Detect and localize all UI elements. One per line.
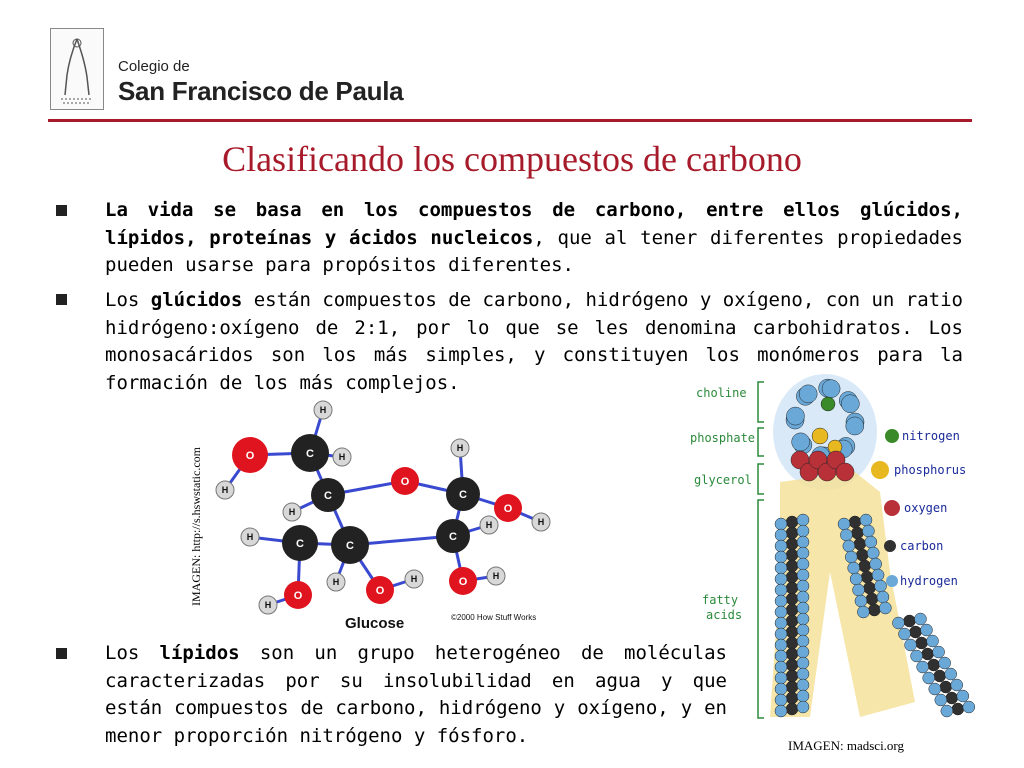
hydrogen-atom <box>797 701 809 713</box>
hydrogen-atom <box>775 694 787 706</box>
carbon-atom <box>861 571 873 583</box>
school-name: San Francisco de Paula <box>118 76 404 106</box>
hydrogen-atom <box>797 646 809 658</box>
glucose-atoms <box>216 401 550 614</box>
hydrogen-atom <box>786 407 804 425</box>
hydrogen-atom <box>875 580 887 592</box>
phospholipid-diagram <box>680 372 970 742</box>
carbon-atom <box>786 692 798 704</box>
carbon-atom <box>952 703 964 715</box>
hydrogen-atom <box>797 624 809 636</box>
hydrogen-atom <box>775 683 787 695</box>
hydrogen-atom <box>797 679 809 691</box>
hydrogen-atom <box>933 646 945 658</box>
hydrogen-atom <box>775 584 787 596</box>
hydrogen-atom <box>845 551 857 563</box>
hydrogen-atom <box>911 650 923 662</box>
hydrogen-atom <box>963 701 975 713</box>
slide-title: Clasificando los compuestos de carbono <box>222 139 802 179</box>
hydrogen-atom <box>797 580 809 592</box>
oxygen-atom-label: O <box>245 450 255 462</box>
hydrogen-atom <box>853 584 865 596</box>
hydrogen-atom <box>921 624 933 636</box>
hydrogen-atom <box>917 661 929 673</box>
hydrogen-atom <box>870 558 882 570</box>
carbon-swatch <box>884 540 896 552</box>
carbon-atom <box>786 549 798 561</box>
hydrogen-atom <box>797 602 809 614</box>
nitrogen-swatch <box>885 429 899 443</box>
hydrogen-atom <box>775 672 787 684</box>
hydrogen-atom <box>775 705 787 717</box>
hydrogen-atom <box>846 417 864 435</box>
hydrogen-atom <box>797 635 809 647</box>
image-credit-right: IMAGEN: madsci.org <box>788 738 905 753</box>
carbon-atom <box>934 670 946 682</box>
legend-hydrogen: hydrogen <box>900 574 958 588</box>
legend-carbon: carbon <box>900 539 944 553</box>
carbon-atom <box>786 560 798 572</box>
hydrogen-atom <box>775 540 787 552</box>
school-name-small: Colegio de <box>118 58 190 75</box>
carbon-atom <box>859 560 871 572</box>
hydrogen-atom <box>840 529 852 541</box>
oxygen-atom <box>836 463 854 481</box>
hydrogen-atom <box>799 385 817 403</box>
carbon-atom-label: C <box>306 448 314 460</box>
hydrogen-atom <box>775 595 787 607</box>
legend-phosphorus: phosphorus <box>894 463 967 477</box>
carbon-atom <box>786 681 798 693</box>
paragraph-glucids-rest: están compuestos de carbono, hidrógeno y oxígeno, con un ratio hidrógeno:oxígeno de 2:1, por lo que se les denomina carbohidratos. Los monosacáridos son los más simples, y constituyen los monómeros para la formación de los más complejos. <box>105 289 963 394</box>
hydrogen-atom <box>797 547 809 559</box>
hydrogen-atom <box>877 591 889 603</box>
carbon-atom <box>786 593 798 605</box>
carbon-atom <box>786 615 798 627</box>
region-label-phosphate: phosphate <box>690 431 756 445</box>
hydrogen-atom <box>899 628 911 640</box>
hydrogen-atom <box>797 591 809 603</box>
hydrogen-atom <box>923 672 935 684</box>
hydrogen-atom <box>797 668 809 680</box>
school-logo <box>50 28 104 110</box>
carbon-atom <box>786 648 798 660</box>
carbon-atom <box>868 604 880 616</box>
carbon-atom <box>786 604 798 616</box>
nitrogen-atom <box>821 397 835 411</box>
hydrogen-atom <box>775 617 787 629</box>
carbon-atom-label: C <box>459 489 467 501</box>
hydrogen-atom <box>855 595 867 607</box>
hydrogen-atom-label: H <box>537 517 545 527</box>
carbon-atom <box>786 637 798 649</box>
hydrogen-atom <box>872 569 884 581</box>
carbon-atom <box>854 538 866 550</box>
hydrogen-atom <box>865 536 877 548</box>
hydrogen-atom <box>775 628 787 640</box>
carbon-atom <box>910 626 922 638</box>
hydrogen-atom <box>797 536 809 548</box>
hydrogen-atom <box>838 518 850 530</box>
hydrogen-atom-label: H <box>264 600 272 610</box>
carbon-atom-label: C <box>324 490 332 502</box>
paragraph-lipids <box>105 640 727 750</box>
bullet-marker <box>56 294 67 305</box>
region-label-glycerol: glycerol <box>694 473 752 487</box>
paragraph-life-rest: , que al tener diferentes propiedades pueden usarse para propósitos diferentes. <box>105 226 963 276</box>
hydrogen-atom-label: H <box>492 571 500 581</box>
carbon-atom <box>786 626 798 638</box>
region-label-acids: acids <box>706 608 743 622</box>
hydrogen-atom <box>927 635 939 647</box>
hydrogen-atom <box>843 540 855 552</box>
phosphorus-atom <box>812 428 828 444</box>
hydrogen-atom <box>792 433 810 451</box>
carbon-atom-label: C <box>449 531 457 543</box>
oxygen-atom-label: O <box>293 590 303 602</box>
paragraph-glucids-pre: Los <box>105 289 151 311</box>
carbon-atom <box>786 659 798 671</box>
hydrogen-atom-label: H <box>456 443 464 453</box>
hydrogen-atom <box>867 547 879 559</box>
carbon-atom <box>786 527 798 539</box>
hydrogen-atom <box>797 690 809 702</box>
paragraph-lipids-bold: lípidos <box>159 642 240 664</box>
oxygen-atom-label: O <box>458 576 468 588</box>
hydrogen-atom <box>914 613 926 625</box>
paragraph-glucids-bold: glúcidos <box>150 289 243 311</box>
bullet-marker <box>56 205 67 216</box>
hydrogen-atom <box>775 639 787 651</box>
hydrogen-atom <box>775 529 787 541</box>
carbon-atom <box>786 582 798 594</box>
paragraph-life-bold: La vida se basa en los compuestos de carbono, entre ellos glúcidos, lípidos, proteínas y ácidos nucleicos <box>105 199 963 249</box>
oxygen-atom-label: O <box>400 476 410 488</box>
carbon-atom <box>856 549 868 561</box>
region-label-fatty: fatty <box>702 593 739 607</box>
crest-icon <box>51 29 103 109</box>
hydrogen-atom <box>797 613 809 625</box>
carbon-atom <box>786 703 798 715</box>
oxygen-atom-label: O <box>503 503 513 515</box>
hydrogen-atom <box>862 525 874 537</box>
hydrogen-atom <box>941 705 953 717</box>
carbon-atom <box>922 648 934 660</box>
hydrogen-atom <box>775 573 787 585</box>
hydrogen-atom <box>905 639 917 651</box>
hydrogen-atom <box>797 514 809 526</box>
bullet-marker <box>56 648 67 659</box>
hydrogen-atom <box>860 514 872 526</box>
hydrogen-atom-label: H <box>288 507 296 517</box>
carbon-atom <box>916 637 928 649</box>
hydrogen-atom <box>797 657 809 669</box>
hydrogen-atom <box>848 562 860 574</box>
hydrogen-atom-label: H <box>246 532 254 542</box>
legend-oxygen: oxygen <box>904 501 948 515</box>
hydrogen-atom <box>945 668 957 680</box>
hydrogen-atom <box>775 551 787 563</box>
glucose-copyright: ©2000 How Stuff Works <box>451 613 537 622</box>
carbon-atom <box>786 516 798 528</box>
hydrogen-atom <box>892 617 904 629</box>
paragraph-life <box>105 197 963 280</box>
hydrogen-atom <box>822 380 840 398</box>
hydrogen-atom-label: H <box>410 574 418 584</box>
oxygen-atom-label: O <box>375 585 385 597</box>
hydrogen-atom <box>775 661 787 673</box>
hydrogen-atom <box>951 679 963 691</box>
carbon-atom <box>866 593 878 605</box>
hydrogen-atom-label: H <box>485 520 493 530</box>
carbon-atom <box>940 681 952 693</box>
hydrogen-atom <box>939 657 951 669</box>
carbon-atom <box>849 516 861 528</box>
carbon-atom <box>786 670 798 682</box>
oxygen-swatch <box>884 500 900 516</box>
hydrogen-swatch <box>886 575 898 587</box>
hydrogen-atom <box>797 558 809 570</box>
glucose-diagram <box>221 398 565 638</box>
hydrogen-atom <box>841 395 859 413</box>
region-label-choline: choline <box>696 386 747 400</box>
hydrogen-atom <box>857 606 869 618</box>
hydrogen-atom <box>775 518 787 530</box>
hydrogen-atom <box>775 650 787 662</box>
hydrogen-atom <box>957 690 969 702</box>
carbon-atom <box>928 659 940 671</box>
carbon-atom-label: C <box>296 538 304 550</box>
legend-nitrogen: nitrogen <box>902 429 960 443</box>
paragraph-lipids-rest: son un grupo heterogéneo de moléculas caracterizadas por su insolubilidad en agua y que están compuestos de carbono, hidrógeno y oxígeno, y en menor proporción nitrógeno y fósforo. <box>105 642 727 747</box>
phosphorus-swatch <box>871 461 889 479</box>
hydrogen-atom <box>929 683 941 695</box>
paragraph-lipids-pre: Los <box>105 642 160 664</box>
carbon-atom <box>851 527 863 539</box>
glucose-caption: Glucose <box>345 615 405 632</box>
hydrogen-atom <box>797 525 809 537</box>
carbon-atom <box>946 692 958 704</box>
hydrogen-atom-label: H <box>221 485 229 495</box>
hydrogen-atom <box>879 602 891 614</box>
image-credit-left: IMAGEN: http://s.hswstatic.com <box>189 447 203 606</box>
carbon-atom-label: C <box>346 540 354 552</box>
hydrogen-atom <box>775 562 787 574</box>
region-brackets <box>758 382 764 718</box>
carbon-atom <box>903 615 915 627</box>
carbon-atom <box>786 538 798 550</box>
header-rule <box>48 119 972 122</box>
carbon-atom <box>786 571 798 583</box>
hydrogen-atom-label: H <box>338 452 346 462</box>
hydrogen-atom <box>850 573 862 585</box>
hydrogen-atom-label: H <box>332 577 340 587</box>
hydrogen-atom-label: H <box>319 405 327 415</box>
hydrogen-atom <box>775 606 787 618</box>
carbon-atom <box>864 582 876 594</box>
hydrogen-atom <box>935 694 947 706</box>
hydrogen-atom <box>797 569 809 581</box>
